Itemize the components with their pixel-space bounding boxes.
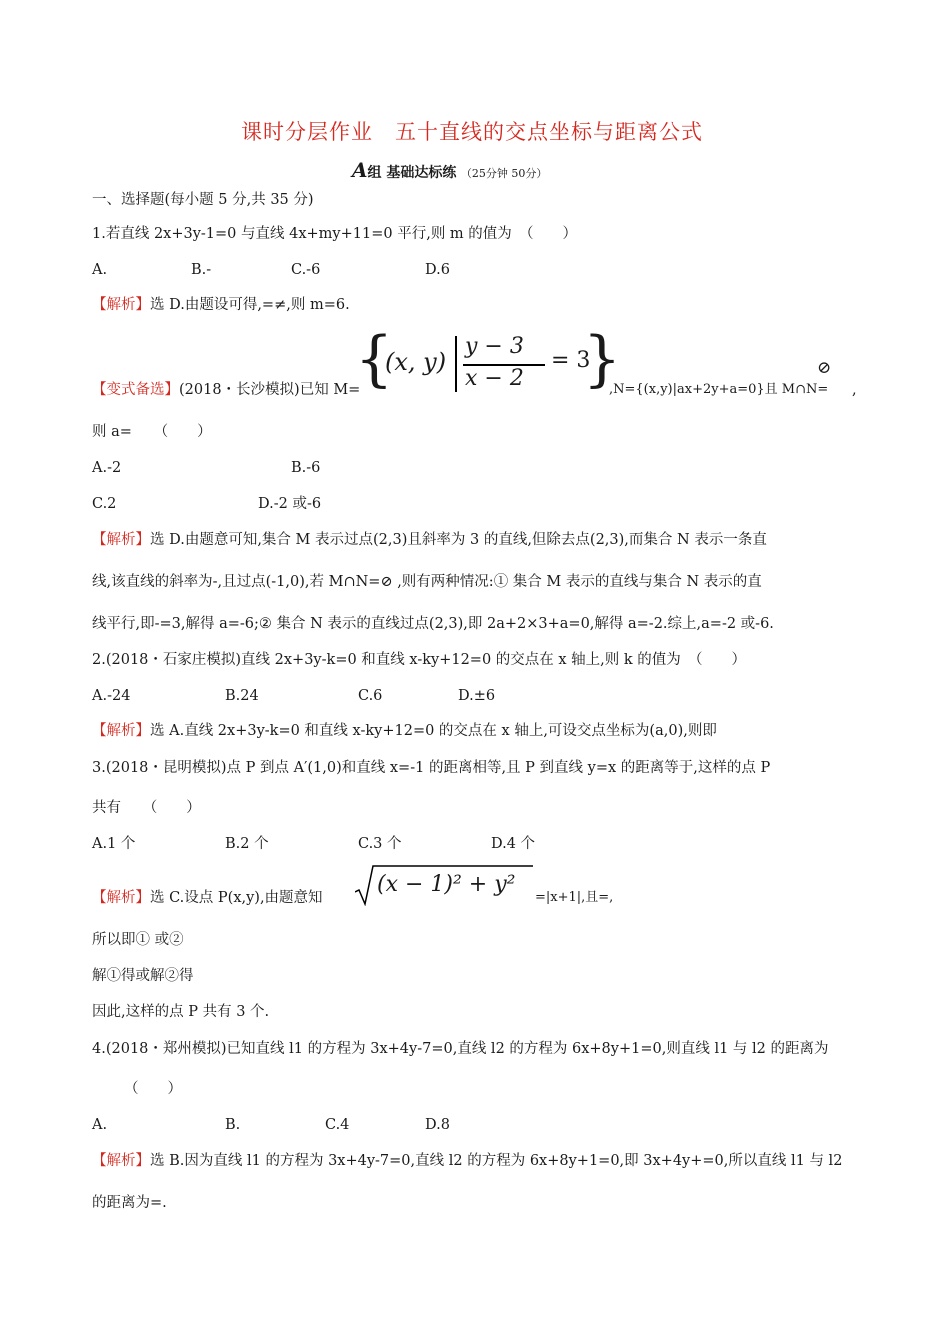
variant-option-c: C.2 — [92, 496, 117, 512]
variant-tag: 【变式备选】 — [92, 382, 179, 398]
analysis-tag: 【解析】 — [92, 297, 150, 313]
q3-option-a: A.1 个 — [92, 836, 136, 852]
q4-option-b: B. — [225, 1117, 241, 1133]
set-element: (x, y) — [385, 348, 447, 376]
variant-analysis-3: 线平行,即-=3,解得 a=-6;② 集合 N 表示的直线过点(2,3),即 2a+2×3+a=0,解得 a=-2.综上,a=-2 或-6. — [92, 616, 774, 632]
sqrt-content: (x − 1)² + y² — [377, 872, 516, 897]
analysis-text: 选 D.由题意可知,集合 M 表示过点(2,3)且斜率为 3 的直线,但除去点(2,3),而集合 N 表示一条直 — [150, 532, 767, 548]
variant-stem2: 则 a= （ ） — [92, 424, 212, 440]
q3-line-4: 因此,这样的点 P 共有 3 个. — [92, 1004, 270, 1020]
question-2-stem: 2.(2018・石家庄模拟)直线 2x+3y-k=0 和直线 x-ky+12=0 的交点在 x 轴上,则 k 的值为 （ ） — [92, 652, 747, 668]
variant-analysis-2: 线,该直线的斜率为-,且过点(-1,0),若 M∩N=⊘ ,则有两种情况:① 集合 M 表示的直线与集合 N 表示的直 — [92, 574, 762, 590]
empty-set-symbol: ⊘ — [817, 358, 832, 378]
variant-comma: , — [852, 382, 857, 398]
set-notation: { (x, y) y − 3 x − 2 = 3 } — [355, 324, 622, 394]
analysis-tag: 【解析】 — [92, 890, 150, 906]
variant-prefix: (2018・长沙模拟)已知 M= — [179, 382, 361, 398]
q3-option-d: D.4 个 — [491, 836, 536, 852]
analysis-tag: 【解析】 — [92, 723, 150, 739]
q3-analysis — [92, 888, 323, 908]
q2-option-d: D.±6 — [458, 688, 496, 704]
page-title: 课时分层作业 五十直线的交点坐标与距离公式 — [241, 120, 703, 144]
question-3-stem2: 共有 （ ） — [92, 800, 201, 816]
analysis-text: 选 A.直线 2x+3y-k=0 和直线 x-ky+12=0 的交点在 x 轴上,可设交点坐标为(a,0),则即 — [150, 723, 717, 739]
variant-line — [92, 380, 360, 400]
q2-analysis — [92, 721, 717, 741]
q4-analysis — [92, 1151, 842, 1171]
fraction-equals: = 3 — [551, 348, 591, 373]
analysis-tag: 【解析】 — [92, 1153, 150, 1169]
analysis-text: 选 D.由题设可得,=≠,则 m=6. — [150, 297, 350, 313]
analysis-tag: 【解析】 — [92, 532, 150, 548]
q1-option-a: A. — [92, 262, 108, 278]
q3-line-3: 解①得或解②得 — [92, 968, 194, 984]
q4-option-a: A. — [92, 1117, 108, 1133]
variant-option-a: A.-2 — [92, 460, 122, 476]
q3-line-2: 所以即① 或② — [92, 932, 184, 948]
analysis-text: 选 B.因为直线 l1 的方程为 3x+4y-7=0,直线 l2 的方程为 6x+8y+1=0,即 3x+4y+=0,所以直线 l1 与 l2 — [150, 1153, 843, 1169]
q1-option-b: B.- — [191, 262, 212, 278]
q4-option-d: D.8 — [425, 1117, 450, 1133]
group-time: （25分钟 50分） — [460, 167, 548, 180]
q3-option-b: B.2 个 — [225, 836, 269, 852]
analysis-text: 选 C.设点 P(x,y),由题意知 — [150, 890, 323, 906]
q1-option-d: D.6 — [425, 262, 450, 278]
question-4-stem: 4.(2018・郑州模拟)已知直线 l1 的方程为 3x+4y-7=0,直线 l2 的方程为 6x+8y+1=0,则直线 l1 与 l2 的距离为 — [92, 1041, 829, 1057]
group-header — [352, 160, 547, 184]
q4-analysis-2: 的距离为=. — [92, 1195, 167, 1211]
q2-option-b: B.24 — [225, 688, 259, 704]
question-1-stem: 1.若直线 2x+3y-1=0 与直线 4x+my+11=0 平行,则 m 的值为 （ ） — [92, 226, 578, 242]
variant-suffix: ,N={(x,y)|ax+2y+a=0}且 M∩N= — [609, 382, 829, 397]
q2-option-c: C.6 — [358, 688, 383, 704]
question-4-stem2: （ ） — [124, 1081, 182, 1097]
q2-option-a: A.-24 — [92, 688, 131, 704]
q4-option-c: C.4 — [325, 1117, 350, 1133]
group-label: 组 基础达标练 — [367, 165, 457, 181]
sqrt-expression — [355, 862, 535, 906]
fraction-denominator: x − 2 — [465, 366, 524, 391]
group-badge: A — [352, 158, 368, 182]
question-3-stem: 3.(2018・昆明模拟)点 P 到点 A′(1,0)和直线 x=-1 的距离相等,且 P 到直线 y=x 的距离等于,这样的点 P — [92, 760, 771, 776]
fraction-numerator: y − 3 — [465, 334, 524, 359]
q3-analysis-suffix: =|x+1|,且=, — [535, 890, 614, 905]
variant-analysis-1 — [92, 530, 767, 550]
section-heading: 一、选择题(每小题 5 分,共 35 分) — [92, 192, 314, 208]
q3-option-c: C.3 个 — [358, 836, 402, 852]
q1-analysis — [92, 295, 350, 315]
variant-option-d: D.-2 或-6 — [258, 496, 322, 512]
variant-option-b: B.-6 — [291, 460, 321, 476]
q1-option-c: C.-6 — [291, 262, 321, 278]
